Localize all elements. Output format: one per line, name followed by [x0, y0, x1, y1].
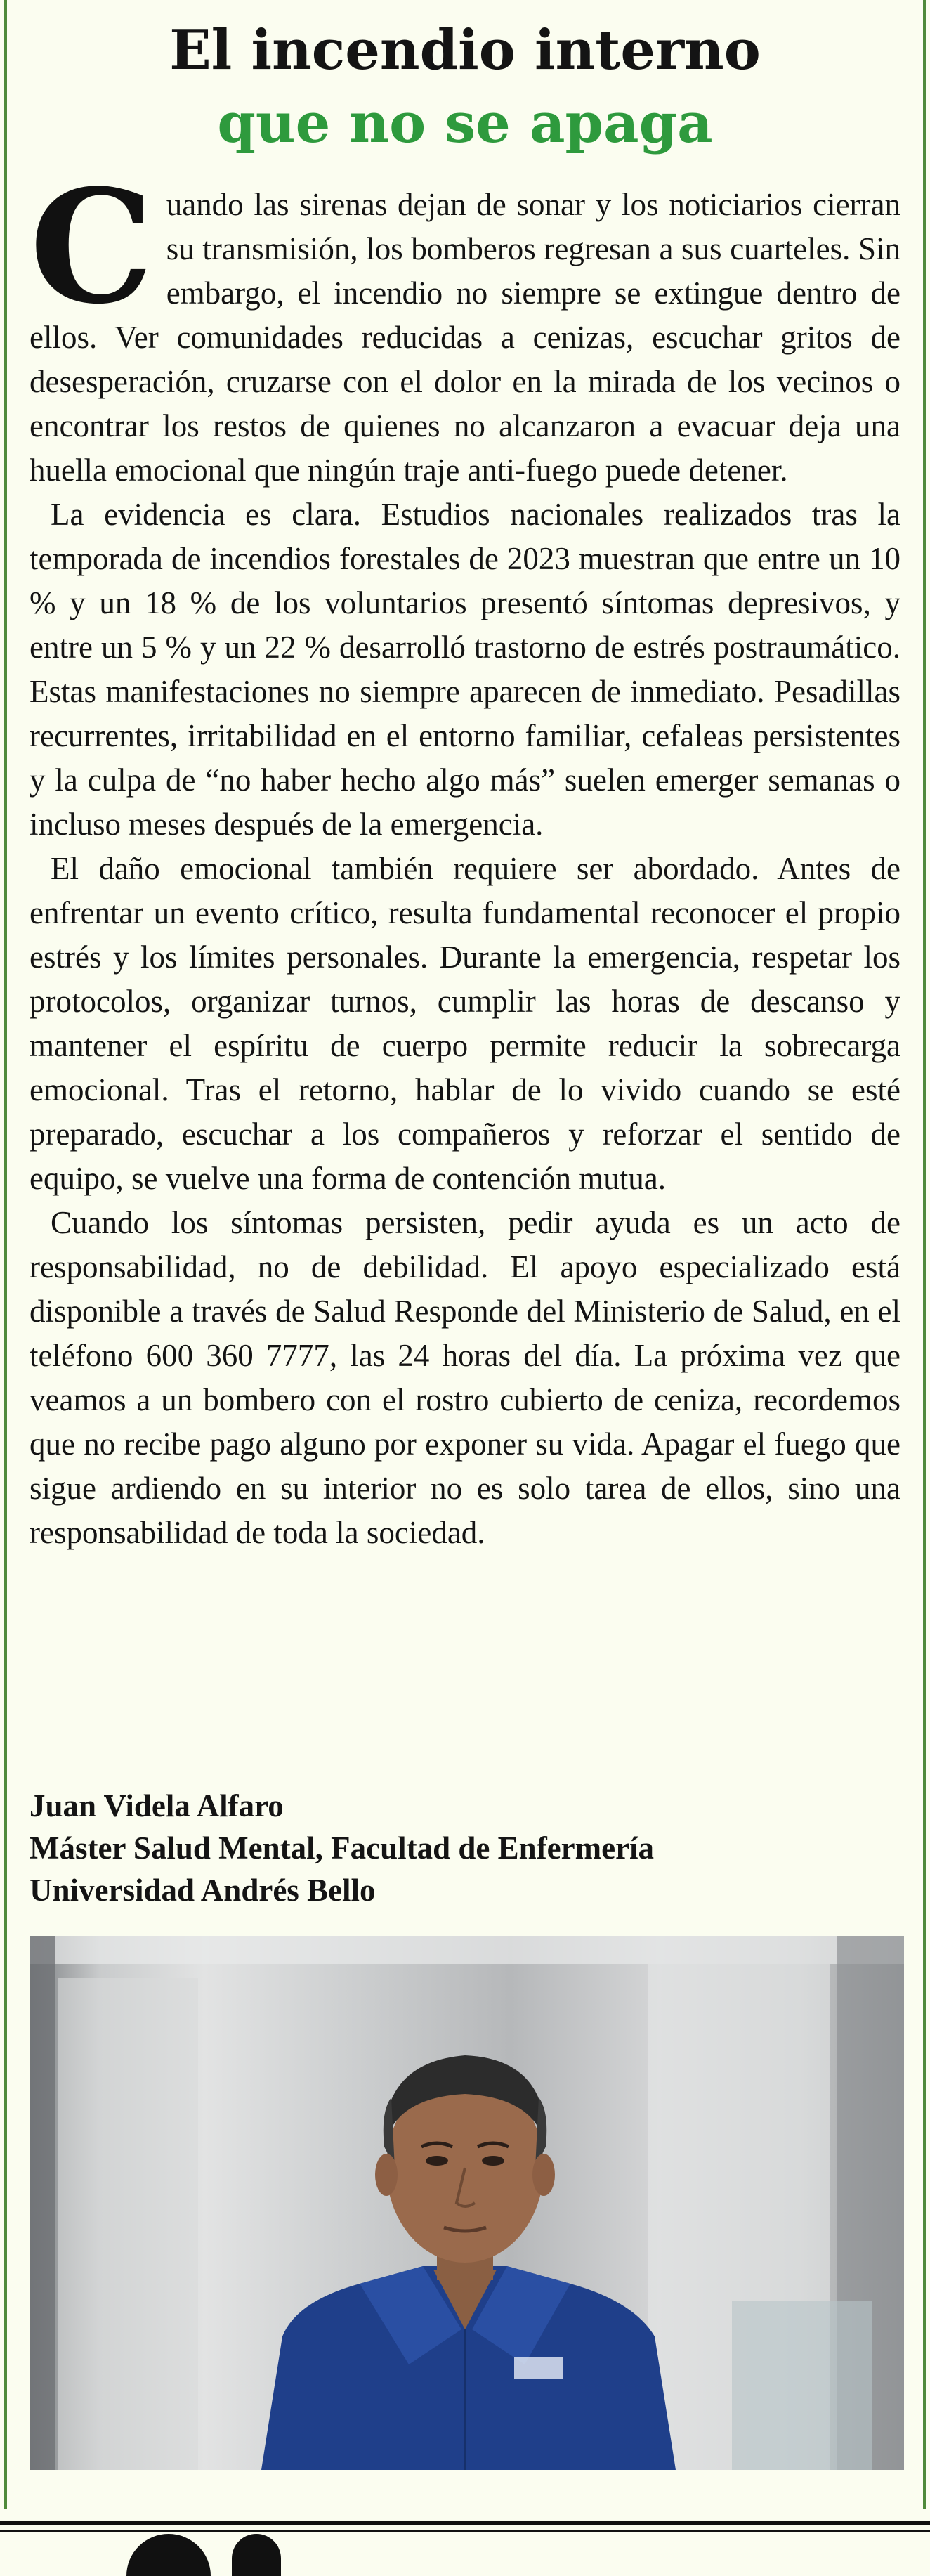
- drop-cap: C: [30, 156, 154, 339]
- author-portrait-illustration: [30, 1936, 904, 2470]
- article-body: [30, 156, 900, 1555]
- author-byline: [30, 1785, 654, 1911]
- next-section-glyph-left: [126, 2534, 211, 2576]
- article-subtitle: que no se apaga: [217, 91, 713, 155]
- author-institution: Universidad Andrés Bello: [30, 1873, 376, 1908]
- author-role: Máster Salud Mental, Facultad de Enfermería: [30, 1830, 655, 1866]
- page-edge-right: [923, 0, 926, 2509]
- author-photo: [30, 1936, 904, 2470]
- next-section-glyph-right: [232, 2534, 281, 2576]
- paragraph-2: La evidencia es clara. Estudios nacionales realizados tras la temporada de incendios forestales de 2023 muestran que entre un 10 % y un 18 % de los voluntarios presentó síntomas depresivos, y entre un 5 % y un 22 % desarrolló trastorno de estrés postraumático. Estas manifestaciones no siempre aparecen de inmediato. Pesadillas recurrentes, irritabilidad en el entorno familiar, cefaleas persistentes y la culpa de “no haber hecho algo más” suelen emerger semanas o incluso meses después de la emergencia.: [30, 497, 900, 842]
- author-name: Juan Videla Alfaro: [30, 1788, 284, 1823]
- article-title: El incendio interno: [169, 18, 761, 82]
- paragraph-4: Cuando los síntomas persisten, pedir ayuda es un acto de responsabilidad, no de debilidad. El apoyo especializado está disponible a través de Salud Responde del Ministerio de Salud, en el teléfono 600 360 7777, las 24 horas del día. La próxima vez que veamos a un bombero con el rostro cubierto de ceniza, recordemos que no recibe pago alguno por exponer su vida. Apagar el fuego que sigue ardiendo en su interior no es solo tarea de ellos, sino una responsabilidad de toda la sociedad.: [30, 1205, 900, 1550]
- bottom-rule: [0, 2521, 930, 2525]
- bottom-rule-thin: [0, 2530, 930, 2532]
- paragraph-1-text: uando las sirenas dejan de sonar y los noticiarios cierran su transmisión, los bomberos regresan a sus cuarteles. Sin embargo, el incendio no siempre se extingue dentro de ellos. Ver comunidades reducidas a cenizas, escuchar gritos de desesperación, cruzarse con el dolor en la mirada de los vecinos o encontrar los restos de quienes no alcanzaron a evacuar deja una huella emocional que ningún traje anti-fuego puede detener.: [30, 187, 900, 488]
- page-edge-left: [4, 0, 7, 2509]
- paragraph-3: El daño emocional también requiere ser abordado. Antes de enfrentar un evento crítico, resulta fundamental reconocer el propio estrés y los límites personales. Durante la emergencia, respetar los protocolos, organizar turnos, cumplir las horas de descanso y mantener el espíritu de cuerpo permite reducir la sobrecarga emocional. Tras el retorno, hablar de lo vivido cuando se esté preparado, escuchar a los compañeros y reforzar el sentido de equipo, se vuelve una forma de contención mutua.: [30, 851, 900, 1196]
- paragraph-1: [30, 156, 900, 493]
